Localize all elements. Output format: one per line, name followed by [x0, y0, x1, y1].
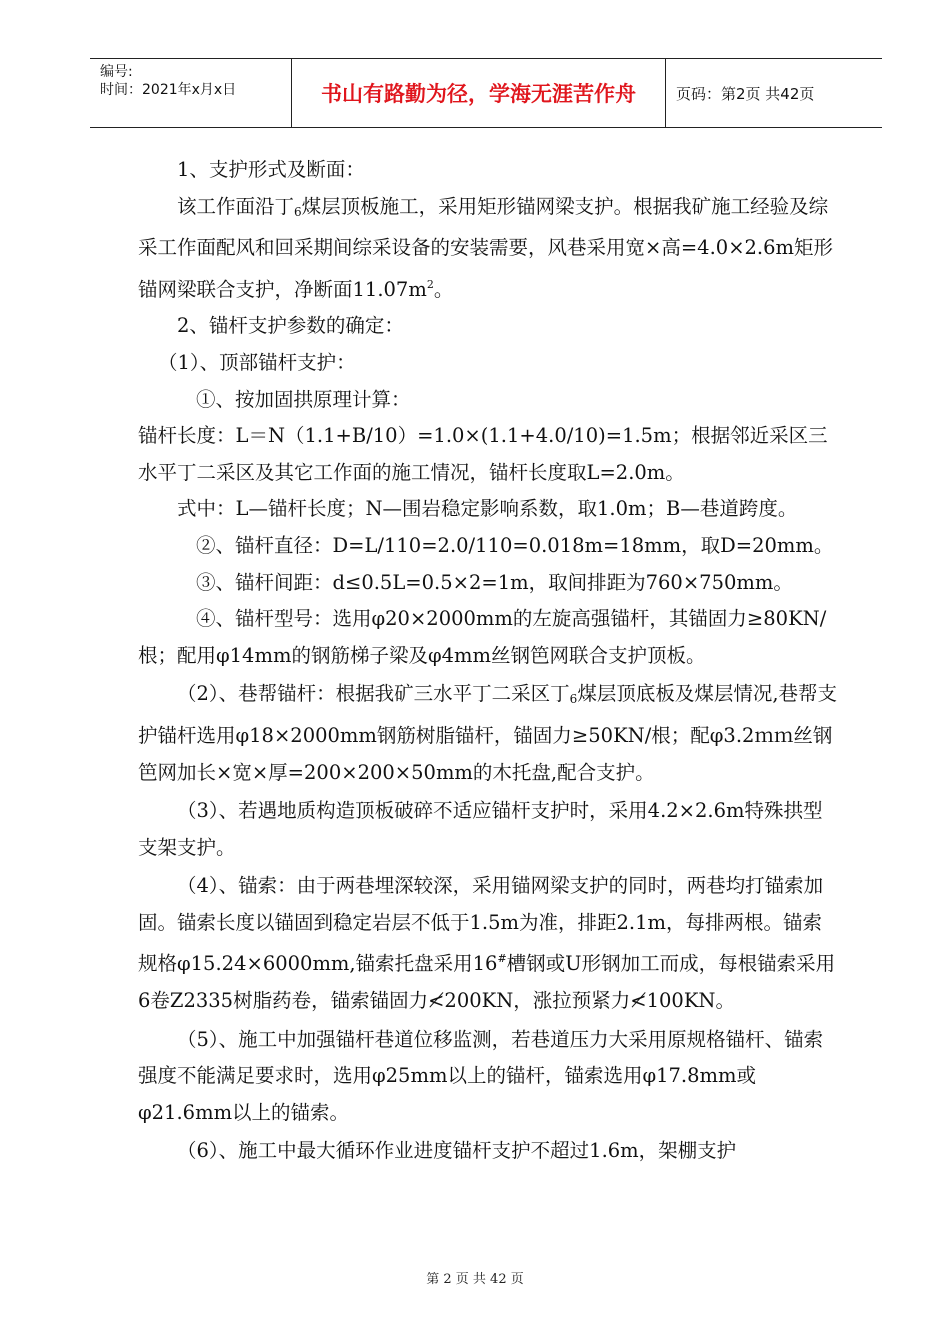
page-header: [90, 58, 882, 128]
subheading-roof-bolt: （1）、顶部锚杆支护：: [158, 350, 356, 374]
paragraph-side-bolt: （2）、巷帮锚杆：根据我矿三水平丁二采区丁$_6$煤层顶底板及煤层情况,巷帮支护锚杆选用φ18×2000mm钢筋树脂锚杆，锚固力≥50KN/根；配φ3.2ｍｍ丝钢笆网加长×宽×厚=200×200×50mm的木托盘,配合支护。: [138, 682, 838, 784]
paragraph-anchor-cable: （4）、锚索：由于两巷埋深较深，采用锚网梁支护的同时，两巷均打锚索加固。锚索长度以锚固到稳定岩层不低于1.5m为准，排距2.1m，每排两根。锚索规格φ15.24×6000mm,锚索托盘采用16#槽钢或U形钢加工而成，每根锚索采用6卷Z2335树脂药卷，锚索锚固力≮200KN，涨拉预紧力≮100KN。: [138, 874, 836, 1013]
paragraph-monitoring: （5）、施工中加强锚杆巷道位移监测，若巷道压力大采用原规格锚杆、锚索强度不能满足要求时，选用φ25mm以上的锚杆，锚索选用φ17.8mm或φ21.6mm以上的锚索。: [138, 1027, 824, 1124]
item-bolt-type: ④、锚杆型号：选用φ20×2000mm的左旋高强锚杆，其锚固力≥80KN/根；配用φ14mm的钢筋梯子梁及φ4mm丝钢笆网联合支护顶板。: [138, 607, 827, 667]
document-time-label: 时间：2021年x月x日: [100, 82, 237, 98]
paragraph-special-support: （3）、若遇地质构造顶板破碎不适应锚杆支护时，采用4.2×2.6m特殊拱型支架支护。: [138, 799, 823, 859]
document-number-label: 编号:: [100, 64, 133, 80]
page-footer: 第 2 页 共 42 页: [426, 1272, 524, 1287]
section-heading-support-form: 1、支护形式及断面：: [177, 158, 365, 181]
item-bolt-diameter: ②、锚杆直径：D=L/110=2.0/110=0.018m=18mm，取D=20mm。: [196, 533, 834, 557]
paragraph-bolt-length: 锚杆长度：L＝N（1.1+B/10）=1.0×(1.1+4.0/10)=1.5m；根据邻近采区三水平丁二采区及其它工作面的施工情况，锚杆长度取L=2.0m。: [138, 424, 828, 484]
header-page-number: 页码：第2页 共42页: [676, 84, 815, 103]
header-motto: 书山有路勤为径，学海无涯苦作舟: [292, 59, 666, 127]
paragraph-support-form: 该工作面沿丁$_6$煤层顶板施工，采用矩形锚网梁支护。根据我矿施工经验及综采工作面配风和回采期间综采设备的安装需要，风巷采用宽×高=4.0×2.6m矩形锚网梁联合支护，净断面$11.07m^2$。: [138, 194, 834, 301]
item-arch-principle: ①、按加固拱原理计算：: [196, 387, 411, 411]
section-heading-bolt-params: 2、锚杆支护参数的确定：: [177, 314, 404, 338]
paragraph-cycle-progress: （6）、施工中最大循环作业进度锚杆支护不超过1.6m，架棚支护: [177, 1139, 737, 1163]
item-bolt-spacing: ③、锚杆间距：d≤0.5L=0.5×2=1m，取间排距为760×750mm。: [196, 570, 793, 594]
header-meta: [90, 59, 292, 127]
document-body: [138, 152, 838, 1170]
paragraph-formula-legend: 式中：L—锚杆长度；N—围岩稳定影响系数，取1.0m；B—巷道跨度。: [177, 497, 798, 521]
